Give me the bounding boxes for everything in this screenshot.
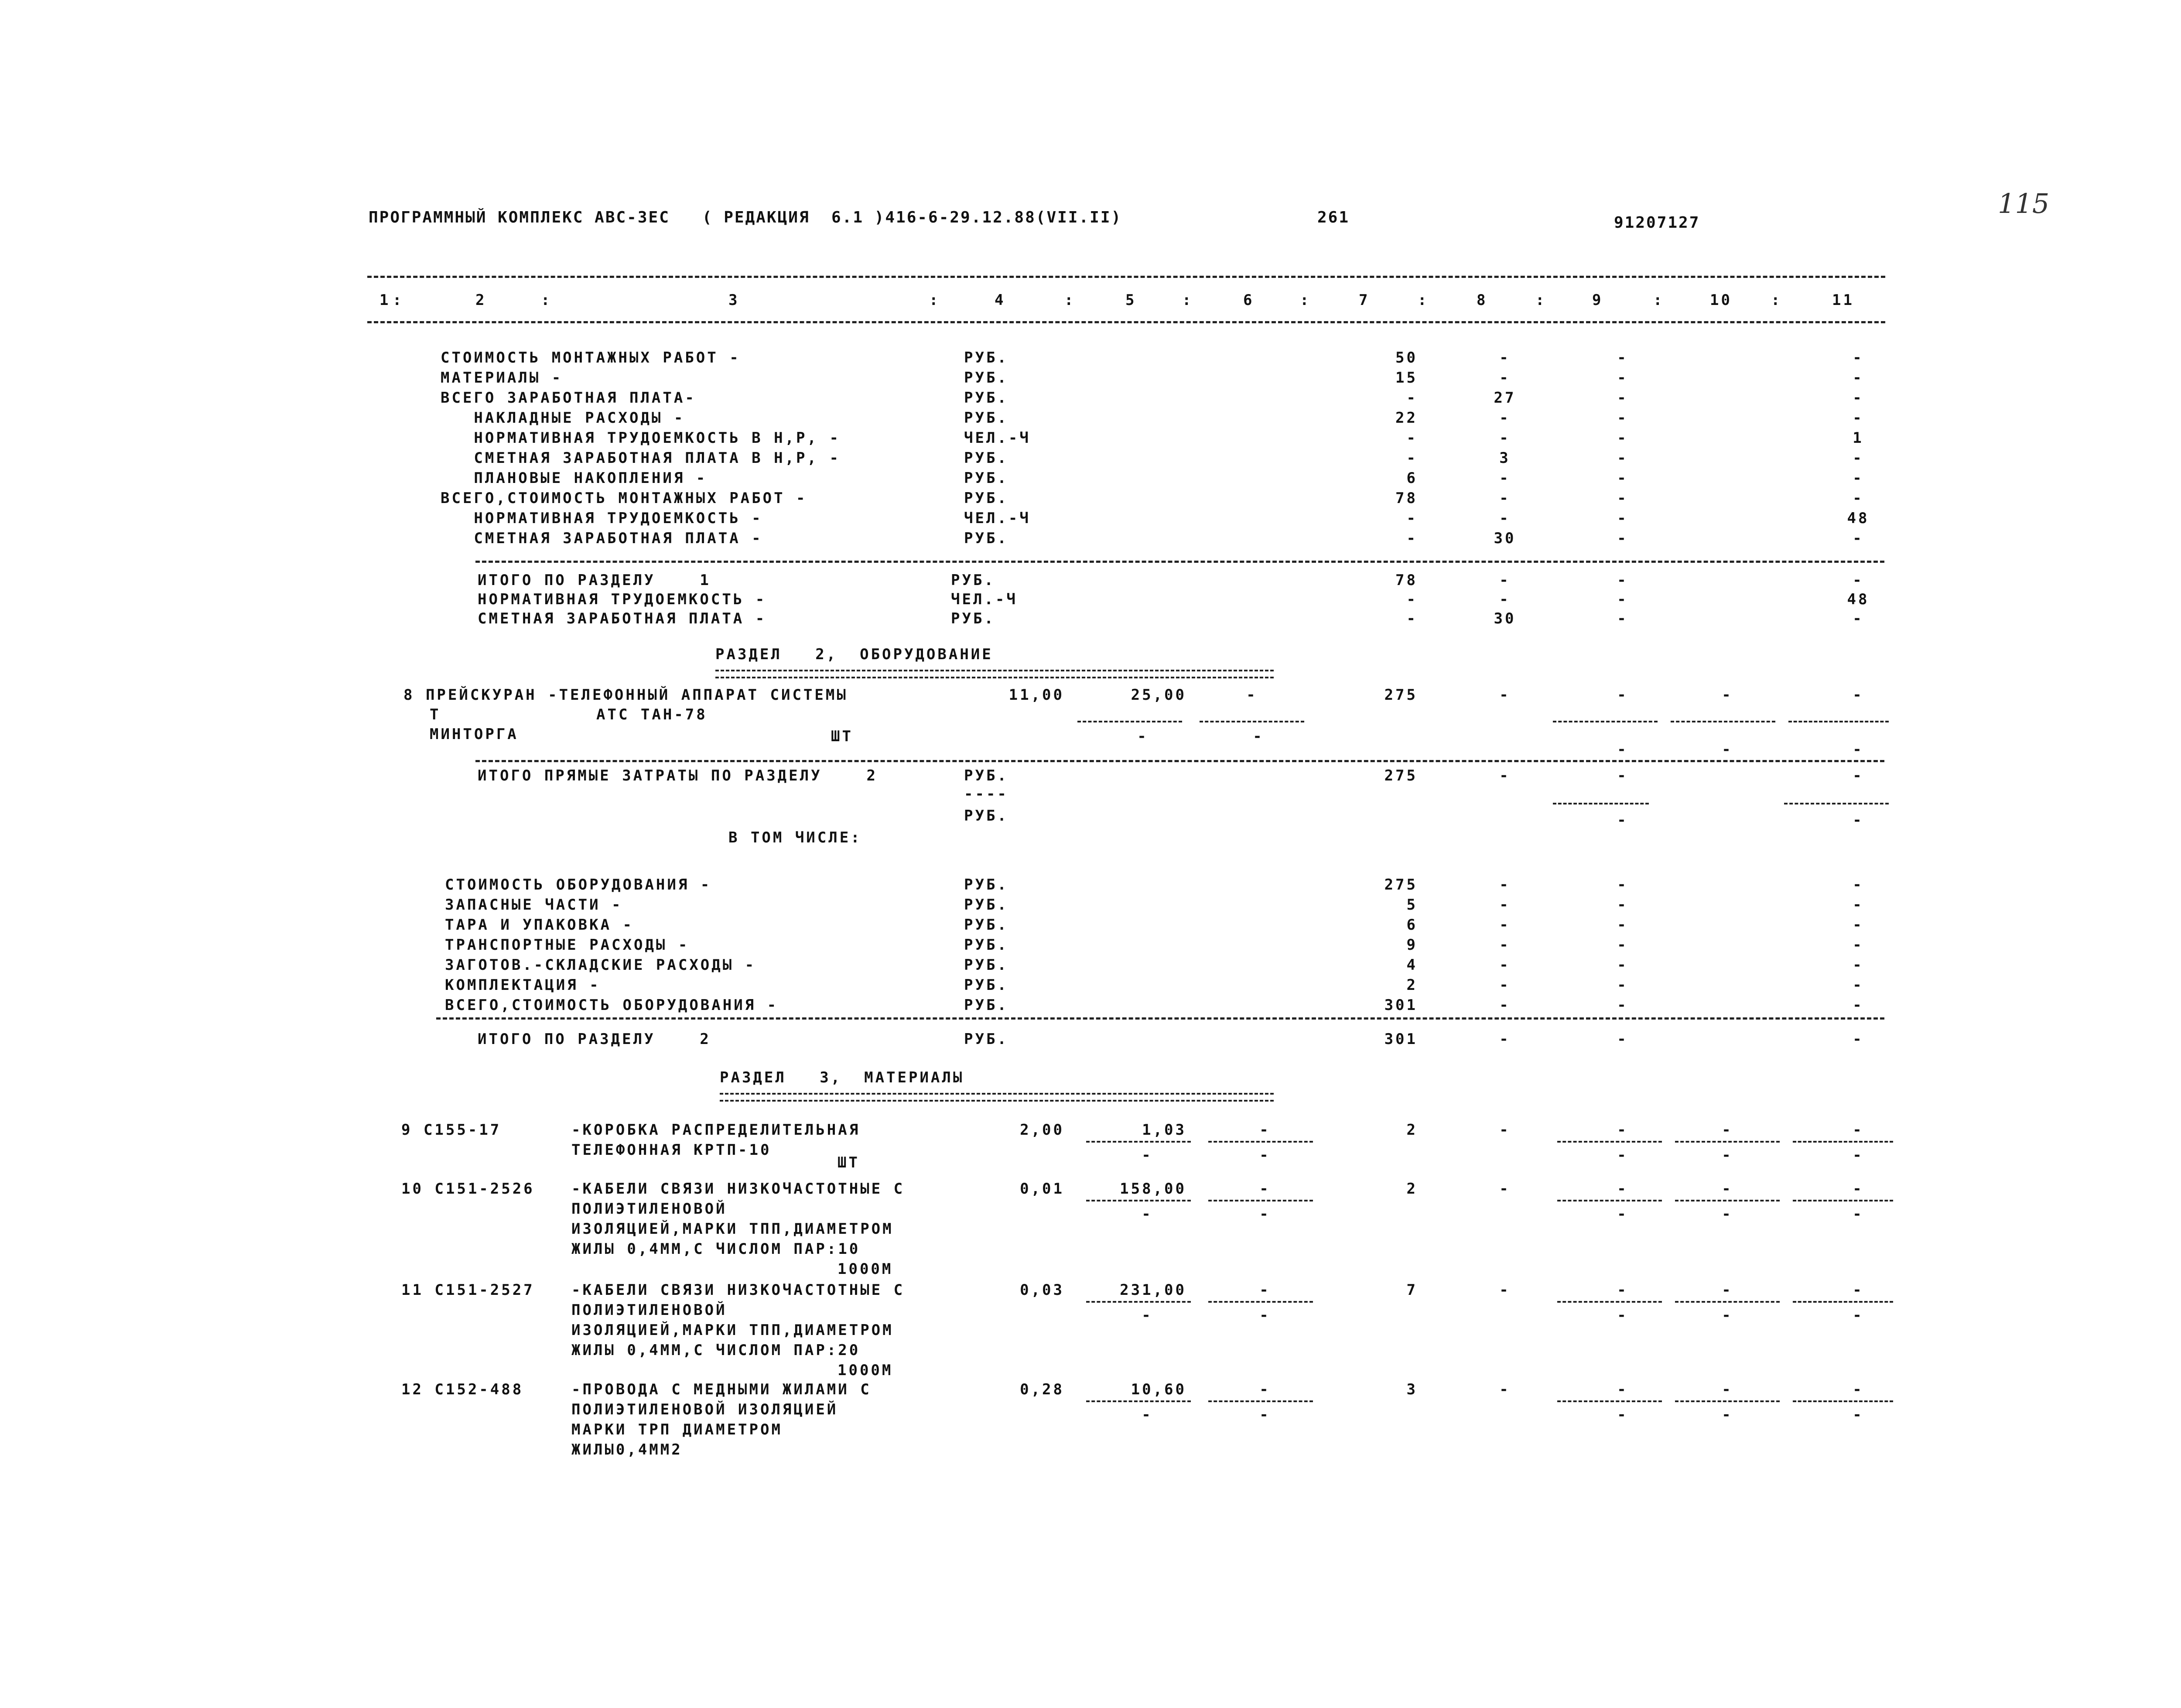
- row-col7: 4: [1406, 956, 1418, 974]
- item-quantity: 0,28: [1020, 1381, 1064, 1398]
- item-unit: ШТ: [838, 1154, 860, 1171]
- section2-total-label: ИТОГО ПО РАЗДЕЛУ 2: [478, 1030, 711, 1048]
- row-col11: -: [1853, 996, 1864, 1014]
- page-number: 261: [1317, 209, 1350, 226]
- row-col11: -: [1853, 936, 1864, 954]
- row-label: НОРМАТИВНАЯ ТРУДОЕМКОСТЬ -: [441, 510, 763, 527]
- row-col8: -: [1499, 369, 1511, 387]
- row-label: КОМПЛЕКТАЦИЯ -: [445, 976, 601, 994]
- row-col8: 27: [1494, 389, 1516, 407]
- row-label: ПЛАНОВЫЕ НАКОПЛЕНИЯ -: [441, 469, 708, 487]
- item-col6: -: [1259, 1381, 1271, 1398]
- item-col8: -: [1499, 686, 1511, 704]
- row-col9: -: [1617, 956, 1628, 974]
- row-col8: -: [1499, 510, 1511, 527]
- row-label: НАКЛАДНЫЕ РАСХОДЫ -: [441, 409, 685, 427]
- item-col9: -: [1617, 1381, 1628, 1398]
- row-col11: -: [1853, 976, 1864, 994]
- item-price: 25,00: [1131, 686, 1186, 704]
- row-unit: РУБ.: [964, 876, 1008, 893]
- item-description: -КОРОБКА РАСПРЕДЕЛИТЕЛЬНАЯ: [571, 1121, 861, 1139]
- row-col7: -: [1406, 510, 1418, 527]
- row-col8: -: [1499, 876, 1511, 893]
- row-col7: 5: [1406, 896, 1418, 914]
- row-col11: -: [1853, 876, 1864, 893]
- item-sub6: -: [1259, 1205, 1271, 1223]
- row-col8: -: [1499, 429, 1511, 447]
- item-sub6: -: [1253, 728, 1264, 745]
- item-sub9: -: [1617, 1147, 1628, 1164]
- row-col8: -: [1499, 916, 1511, 934]
- item-sub10: -: [1722, 1406, 1733, 1424]
- section2-total-value: 301: [1384, 1030, 1418, 1048]
- item-sub6: -: [1259, 1406, 1271, 1424]
- row-col11: -: [1853, 530, 1864, 547]
- item-sub11: -: [1853, 1307, 1864, 1324]
- row-col9: -: [1617, 469, 1628, 487]
- section2-total-unit: РУБ.: [964, 1030, 1008, 1048]
- item-sub11: -: [1853, 741, 1864, 758]
- item-description: ЖИЛЫ 0,4ММ,С ЧИСЛОМ ПАР:10: [571, 1240, 861, 1258]
- row-col7: 2: [1406, 976, 1418, 994]
- row-col7: -: [1406, 389, 1418, 407]
- row-unit: РУБ.: [964, 996, 1008, 1014]
- direct-total-value: 275: [1384, 767, 1418, 784]
- program-title: ПРОГРАММНЫЙ КОМПЛЕКС АВС-3ЕС ( РЕДАКЦИЯ 6.1 )416-6-29.12.88(VII.II): [369, 209, 1122, 226]
- row-label: ТАРА И УПАКОВКА -: [445, 916, 634, 934]
- row-label: ВСЕГО,СТОИМОСТЬ ОБОРУДОВАНИЯ -: [445, 996, 779, 1014]
- row-col7: 6: [1406, 916, 1418, 934]
- item-col11: -: [1853, 1281, 1864, 1299]
- direct-total-unit-rule: ----: [964, 785, 1008, 803]
- col-header-4: 4: [995, 291, 1006, 309]
- row-col8: -: [1499, 591, 1511, 608]
- item-description: -КАБЕЛИ СВЯЗИ НИЗКОЧАСТОТНЫЕ С: [571, 1281, 905, 1299]
- item-code: 12 С152-488: [401, 1381, 524, 1398]
- col-header-8: 8: [1477, 291, 1488, 309]
- item-quantity: 0,03: [1020, 1281, 1064, 1299]
- row-col7: -: [1406, 591, 1418, 608]
- row-col8: 30: [1494, 610, 1516, 627]
- direct-total-unit-2: РУБ.: [964, 807, 1008, 825]
- section2-title-underline: [715, 670, 1274, 678]
- row-col8: -: [1499, 409, 1511, 427]
- item-col9: -: [1617, 1121, 1628, 1139]
- row-label: ИТОГО ПО РАЗДЕЛУ 1: [478, 572, 711, 589]
- item-sub9: -: [1617, 1406, 1628, 1424]
- row-col7: 275: [1384, 876, 1418, 893]
- row-col7: 301: [1384, 996, 1418, 1014]
- item-sub10: -: [1722, 1205, 1733, 1223]
- row-label: МАТЕРИАЛЫ -: [441, 369, 563, 387]
- row-col9: -: [1617, 976, 1628, 994]
- direct-total-col11: -: [1853, 767, 1864, 784]
- item-code: 10 С151-2526: [401, 1180, 535, 1198]
- item-sub11: -: [1853, 1406, 1864, 1424]
- item-col10: -: [1722, 1121, 1733, 1139]
- row-label: СТОИМОСТЬ МОНТАЖНЫХ РАБОТ -: [441, 349, 741, 366]
- item-quantity: 2,00: [1020, 1121, 1064, 1139]
- item-unit: 1000М: [838, 1260, 893, 1278]
- row-unit: РУБ.: [964, 409, 1008, 427]
- item-col10: -: [1722, 686, 1733, 704]
- row-label: ЗАПАСНЫЕ ЧАСТИ -: [445, 896, 623, 914]
- item-col11: -: [1853, 1180, 1864, 1198]
- item-description: ЖИЛЫ 0,4ММ,С ЧИСЛОМ ПАР:20: [571, 1342, 861, 1359]
- row-unit: РУБ.: [964, 530, 1008, 547]
- row-col11: -: [1853, 916, 1864, 934]
- row-col7: 15: [1395, 369, 1418, 387]
- row-col8: -: [1499, 936, 1511, 954]
- row-col9: -: [1617, 389, 1628, 407]
- row-col9: -: [1617, 530, 1628, 547]
- item-unit: ШТ: [831, 728, 853, 745]
- col-header-2: 2: [475, 291, 487, 309]
- section3-title: РАЗДЕЛ 3, МАТЕРИАЛЫ: [720, 1069, 964, 1086]
- item-description: -КАБЕЛИ СВЯЗИ НИЗКОЧАСТОТНЫЕ С: [571, 1180, 905, 1198]
- row-col7: -: [1406, 530, 1418, 547]
- section2-title: РАЗДЕЛ 2, ОБОРУДОВАНИЕ: [715, 646, 993, 663]
- col-header-3: 3: [728, 291, 740, 309]
- row-unit: ЧЕЛ.-Ч: [951, 591, 1018, 608]
- item-description: 8 ПРЕЙСКУРАН -ТЕЛЕФОННЫЙ АППАРАТ СИСТЕМЫ: [403, 686, 848, 704]
- item-description: МАРКИ ТРП ДИАМЕТРОМ: [571, 1421, 783, 1438]
- row-unit: РУБ.: [964, 349, 1008, 366]
- col-header-1: 1: [379, 291, 391, 309]
- row-col9: -: [1617, 349, 1628, 366]
- col-header-10: 10: [1710, 291, 1732, 309]
- row-label: СМЕТНАЯ ЗАРАБОТНАЯ ПЛАТА -: [441, 530, 763, 547]
- row-col7: 50: [1395, 349, 1418, 366]
- item-total: 2: [1406, 1121, 1418, 1139]
- section3-title-underline: [720, 1093, 1274, 1102]
- item-col10: -: [1722, 1281, 1733, 1299]
- row-col9: -: [1617, 876, 1628, 893]
- row-col7: -: [1406, 429, 1418, 447]
- row-col9: -: [1617, 369, 1628, 387]
- item-code: 11 С151-2527: [401, 1281, 535, 1299]
- col-header-9: 9: [1592, 291, 1603, 309]
- item-description: ЖИЛЫ0,4ММ2: [571, 1441, 683, 1458]
- item-sub11: -: [1853, 1205, 1864, 1223]
- row-unit: РУБ.: [964, 369, 1008, 387]
- col-header-6: 6: [1243, 291, 1255, 309]
- row-label: ЗАГОТОВ.-СКЛАДСКИЕ РАСХОДЫ -: [445, 956, 756, 974]
- item-sub9: -: [1617, 1307, 1628, 1324]
- row-col9: -: [1617, 572, 1628, 589]
- row-unit: РУБ.: [951, 572, 995, 589]
- item-col8: -: [1499, 1121, 1511, 1139]
- row-unit: РУБ.: [964, 916, 1008, 934]
- row-label: СМЕТНАЯ ЗАРАБОТНАЯ ПЛАТА В Н,Р, -: [441, 449, 841, 467]
- item-code: 9 С155-17: [401, 1121, 502, 1139]
- row-col7: 78: [1395, 572, 1418, 589]
- row-label: НОРМАТИВНАЯ ТРУДОЕМКОСТЬ В Н,Р, -: [441, 429, 841, 447]
- direct-total-col8: -: [1499, 767, 1511, 784]
- item-description: ПОЛИЭТИЛЕНОВОЙ: [571, 1301, 727, 1319]
- row-label: СМЕТНАЯ ЗАРАБОТНАЯ ПЛАТА -: [478, 610, 767, 627]
- row-col9: -: [1617, 896, 1628, 914]
- item-sub10: -: [1722, 1147, 1733, 1164]
- row-col8: -: [1499, 572, 1511, 589]
- row-col11: -: [1853, 489, 1864, 507]
- row-unit: ЧЕЛ.-Ч: [964, 510, 1031, 527]
- direct-total-unit: РУБ.: [964, 767, 1008, 784]
- item-quantity: 0,01: [1020, 1180, 1064, 1198]
- item-description: Т АТС ТАН-78: [430, 706, 708, 723]
- item-col11: -: [1853, 1121, 1864, 1139]
- row-col7: 78: [1395, 489, 1418, 507]
- item-sub5: -: [1142, 1147, 1153, 1164]
- row-col9: -: [1617, 429, 1628, 447]
- row-col8: 30: [1494, 530, 1516, 547]
- row-col7: -: [1406, 610, 1418, 627]
- row-col9: -: [1617, 409, 1628, 427]
- row-col9: -: [1617, 489, 1628, 507]
- item-col6: -: [1246, 686, 1258, 704]
- item-col10: -: [1722, 1180, 1733, 1198]
- item-description: ПОЛИЭТИЛЕНОВОЙ: [571, 1200, 727, 1218]
- col-header-11: 11: [1832, 291, 1854, 309]
- row-unit: РУБ.: [964, 956, 1008, 974]
- item-col8: -: [1499, 1381, 1511, 1398]
- row-col8: -: [1499, 489, 1511, 507]
- row-col11: -: [1853, 409, 1864, 427]
- item-col11: -: [1853, 686, 1864, 704]
- row-col11: -: [1853, 572, 1864, 589]
- row-col11: -: [1853, 349, 1864, 366]
- row-col7: 9: [1406, 936, 1418, 954]
- row-col11: 1: [1853, 429, 1864, 447]
- row-col7: 6: [1406, 469, 1418, 487]
- row-unit: РУБ.: [964, 976, 1008, 994]
- item-sub5: -: [1142, 1205, 1153, 1223]
- item-total: 7: [1406, 1281, 1418, 1299]
- item-col10: -: [1722, 1381, 1733, 1398]
- row-col9: -: [1617, 936, 1628, 954]
- row-unit: РУБ.: [964, 389, 1008, 407]
- row-col8: -: [1499, 976, 1511, 994]
- item-col6: -: [1259, 1281, 1271, 1299]
- row-col11: -: [1853, 896, 1864, 914]
- row-label: ВСЕГО ЗАРАБОТНАЯ ПЛАТА-: [441, 389, 696, 407]
- row-col8: -: [1499, 469, 1511, 487]
- row-unit: РУБ.: [964, 896, 1008, 914]
- item-col11: -: [1853, 1381, 1864, 1398]
- direct-total-col9: -: [1617, 767, 1628, 784]
- item-sub5: -: [1142, 1406, 1153, 1424]
- row-col11: 48: [1847, 510, 1870, 527]
- row-col11: -: [1853, 449, 1864, 467]
- row-col11: 48: [1847, 591, 1870, 608]
- item-unit: 1000М: [838, 1362, 893, 1379]
- row-col11: -: [1853, 389, 1864, 407]
- row-col9: -: [1617, 591, 1628, 608]
- item-description: -ПРОВОДА С МЕДНЫМИ ЖИЛАМИ С: [571, 1381, 872, 1398]
- row-col8: 3: [1499, 449, 1511, 467]
- item-sub9: -: [1617, 741, 1628, 758]
- item-price: 10,60: [1131, 1381, 1186, 1398]
- row-unit: РУБ.: [964, 449, 1008, 467]
- item-sub5: -: [1142, 1307, 1153, 1324]
- item-description: ТЕЛЕФОННАЯ КРТП-10: [571, 1141, 772, 1159]
- row-label: НОРМАТИВНАЯ ТРУДОЕМКОСТЬ -: [478, 591, 767, 608]
- item-description: МИНТОРГА: [430, 726, 519, 743]
- row-col9: -: [1617, 610, 1628, 627]
- row-label: ТРАНСПОРТНЫЕ РАСХОДЫ -: [445, 936, 690, 954]
- row-col8: -: [1499, 896, 1511, 914]
- row-col8: -: [1499, 349, 1511, 366]
- item-description: ИЗОЛЯЦИЕЙ,МАРКИ ТПП,ДИАМЕТРОМ: [571, 1321, 894, 1339]
- item-col9: -: [1617, 686, 1628, 704]
- row-label: СТОИМОСТЬ ОБОРУДОВАНИЯ -: [445, 876, 712, 893]
- item-description: ИЗОЛЯЦИЕЙ,МАРКИ ТПП,ДИАМЕТРОМ: [571, 1220, 894, 1238]
- row-col8: -: [1499, 956, 1511, 974]
- item-sub11: -: [1853, 1147, 1864, 1164]
- row-col9: -: [1617, 449, 1628, 467]
- item-total: 2: [1406, 1180, 1418, 1198]
- item-col8: -: [1499, 1281, 1511, 1299]
- row-col11: -: [1853, 610, 1864, 627]
- item-sub9: -: [1617, 1205, 1628, 1223]
- item-col6: -: [1259, 1180, 1271, 1198]
- row-col7: -: [1406, 449, 1418, 467]
- item-col9: -: [1617, 1281, 1628, 1299]
- item-total: 3: [1406, 1381, 1418, 1398]
- direct-total-label: ИТОГО ПРЯМЫЕ ЗАТРАТЫ ПО РАЗДЕЛУ 2: [478, 767, 878, 784]
- row-col9: -: [1617, 996, 1628, 1014]
- col-header-5: 5: [1125, 291, 1137, 309]
- item-col6: -: [1259, 1121, 1271, 1139]
- item-price: 231,00: [1120, 1281, 1186, 1299]
- item-sub10: -: [1722, 1307, 1733, 1324]
- header-top-rule: [367, 276, 1885, 278]
- header-bottom-rule: [367, 321, 1885, 323]
- including-label: В ТОМ ЧИСЛЕ:: [728, 829, 862, 846]
- col-header-7: 7: [1359, 291, 1370, 309]
- row-col8: -: [1499, 996, 1511, 1014]
- item-sub6: -: [1259, 1307, 1271, 1324]
- item-price: 158,00: [1120, 1180, 1186, 1198]
- row-col11: -: [1853, 956, 1864, 974]
- item-quantity: 11,00: [1008, 686, 1064, 704]
- item-sub6: -: [1259, 1147, 1271, 1164]
- item-description: ПОЛИЭТИЛЕНОВОЙ ИЗОЛЯЦИЕЙ: [571, 1401, 838, 1418]
- section1-rule: [475, 561, 1884, 563]
- row-col7: 22: [1395, 409, 1418, 427]
- handwritten-page-number: 115: [1998, 188, 2050, 219]
- item-col8: -: [1499, 1180, 1511, 1198]
- row-col9: -: [1617, 916, 1628, 934]
- item-price: 1,03: [1142, 1121, 1186, 1139]
- row-col9: -: [1617, 510, 1628, 527]
- row-label: ВСЕГО,СТОИМОСТЬ МОНТАЖНЫХ РАБОТ -: [441, 489, 807, 507]
- row-unit: РУБ.: [964, 469, 1008, 487]
- row-unit: РУБ.: [964, 489, 1008, 507]
- row-unit: РУБ.: [964, 936, 1008, 954]
- document-code: 91207127: [1614, 214, 1700, 232]
- item-total: 275: [1384, 686, 1418, 704]
- item-col9: -: [1617, 1180, 1628, 1198]
- row-col11: -: [1853, 469, 1864, 487]
- item-sub10: -: [1722, 741, 1733, 758]
- row-unit: РУБ.: [951, 610, 995, 627]
- item-sub5: -: [1137, 728, 1149, 745]
- row-col11: -: [1853, 369, 1864, 387]
- row-unit: ЧЕЛ.-Ч: [964, 429, 1031, 447]
